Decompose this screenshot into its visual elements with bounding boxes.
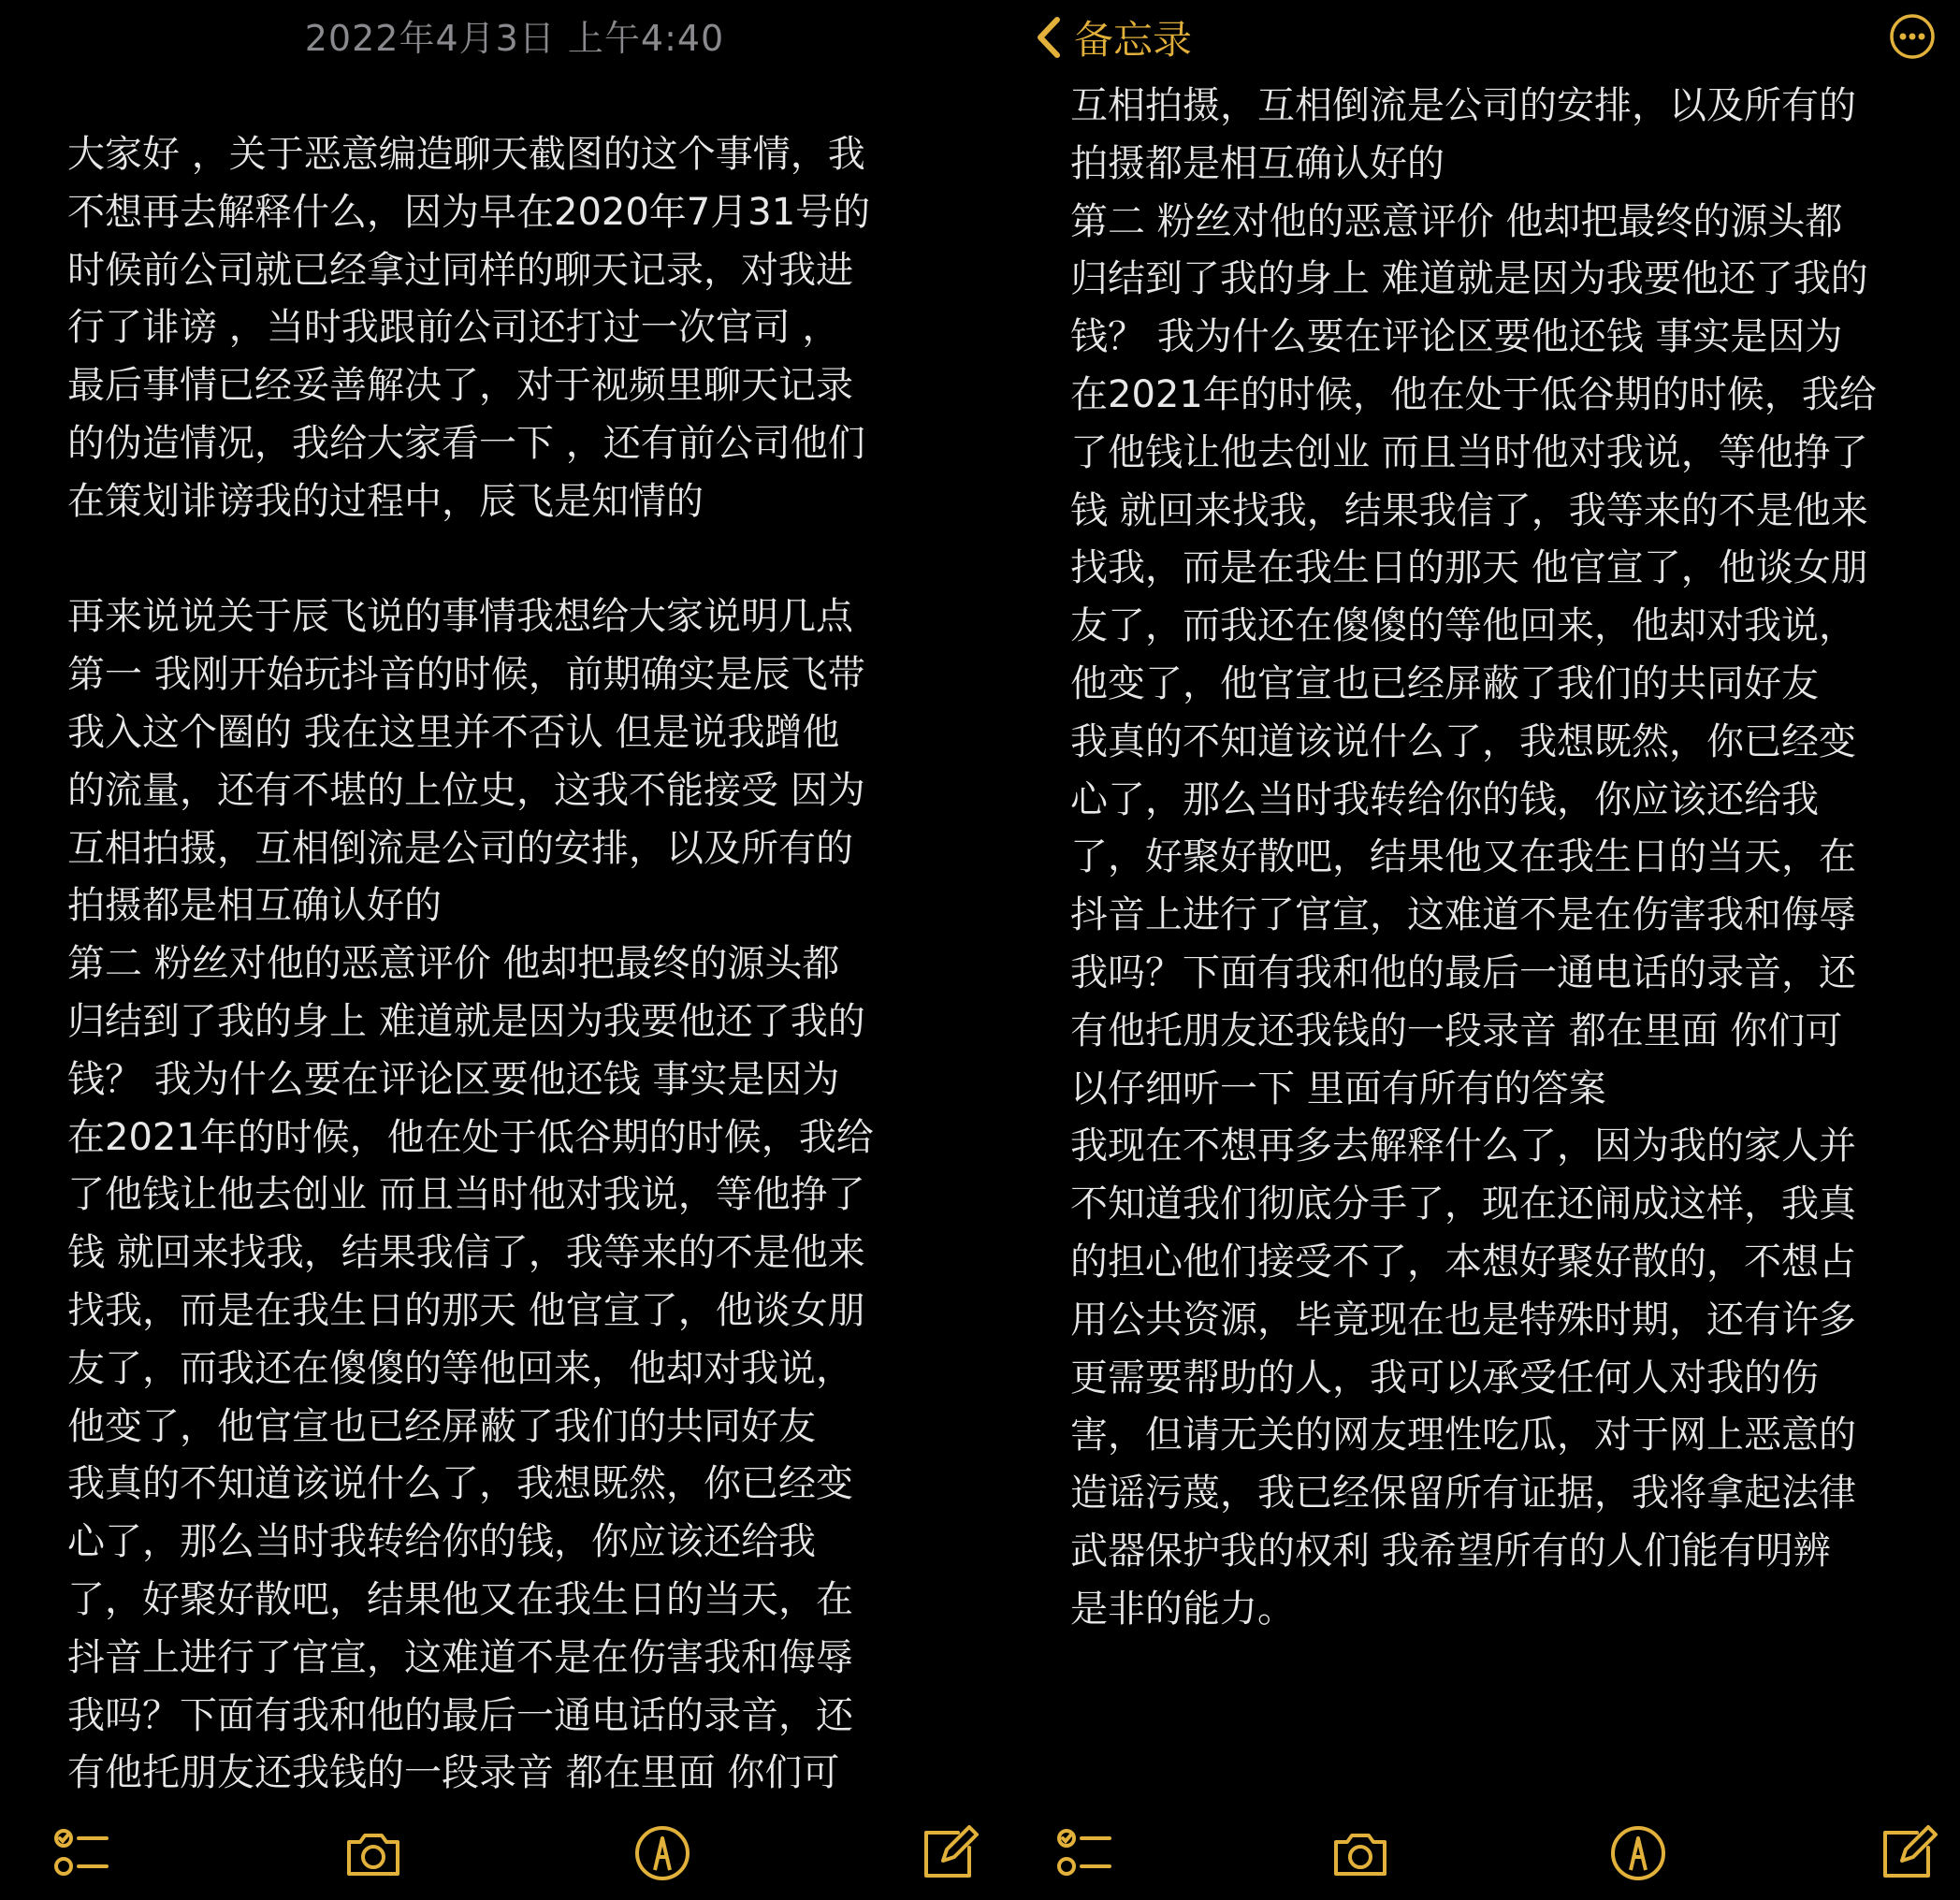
markup-icon[interactable] — [632, 1823, 692, 1883]
note-timestamp: 2022年4月3日 上午4:40 — [304, 18, 725, 59]
back-button[interactable] — [1031, 7, 1192, 67]
back-button-label: 备忘录 — [1074, 17, 1193, 63]
markup-icon[interactable] — [1608, 1823, 1668, 1883]
more-options-icon[interactable] — [1889, 13, 1936, 60]
note-body-text[interactable]: 大家好 ，关于恶意编造聊天截图的这个事情，我 不想再去解释什么，因为早在2020年7月31号的 时候前公司就已经拿过同样的聊天记录，对我进 行了诽谤 ，当时我跟前公司还打过一次官司 ， 最后事情已经妥善解决了，对于视频里聊天记录 的伪造情况，我给大家看一下 ，还有前公司他们 在策划诽谤我的过程中，辰飞是知情的 再来说说关于辰飞说的事情我想给大家说明几点 第一 我刚开始玩抖音的时候，前期确实是辰飞带 我入这个圈的 我在这里并不否认 但是说我蹭他 的流量，还有不堪的上位史，这我不能接受 因为 互相拍摄，互相倒流是公司的安排，以及所有的 拍摄都是相互确认好的 第二 粉丝对他的恶意评价 他却把最终的源头都 归结到了我的身上 难道就是因为我要他还了我的 钱？ 我为什么要在评论区要他还钱 事实是因为 在2021年的时候，他在处于低谷期的时候，我给 了他钱让他去创业 而且当时他对我说，等他挣了 钱 就回来找我，结果我信了，我等来的不是他来 找我，而是在我生日的那天 他官宣了，他谈女朋 友了，而我还在傻傻的等他回来，他却对我说， 他变了，他官宣也已经屏蔽了我们的共同好友 我真的不知道该说什么了，我想既然，你已经变 心了，那么当时我转给你的钱，你应该还给我 了，好聚好散吧，结果他又在我生日的当天，在 抖音上进行了官宣，这难道不是在伤害我和侮辱 我吗？下面有我和他的最后一通电话的录音，还 有他托朋友还我钱的一段录音 都在里面 你们可 — [67, 133, 874, 1795]
chevron-left-icon — [1031, 14, 1065, 61]
checklist-icon[interactable] — [52, 1823, 112, 1883]
compose-icon[interactable] — [919, 1823, 979, 1883]
bottom-toolbar — [0, 1797, 1003, 1900]
checklist-icon[interactable] — [1055, 1823, 1115, 1883]
note-body-text[interactable]: 互相拍摄，互相倒流是公司的安排，以及所有的 拍摄都是相互确认好的 第二 粉丝对他的恶意评价 他却把最终的源头都 归结到了我的身上 难道就是因为我要他还了我的 钱？ 我为什么要在评论区要他还钱 事实是因为 在2021年的时候，他在处于低谷期的时候，我给 了他钱让他去创业 而且当时他对我说，等他挣了 钱 就回来找我，结果我信了，我等来的不是他来 找我，而是在我生日的那天 他官宣了，他谈女朋 友了，而我还在傻傻的等他回来，他却对我说， 他变了，他官宣也已经屏蔽了我们的共同好友 我真的不知道该说什么了，我想既然，你已经变 心了，那么当时我转给你的钱，你应该还给我 了，好聚好散吧，结果他又在我生日的当天，在 抖音上进行了官宣，这难道不是在伤害我和侮辱 我吗？下面有我和他的最后一通电话的录音，还 有他托朋友还我钱的一段录音 都在里面 你们可 以仔细听一下 里面有所有的答案 我现在不想再多去解释什么了，因为我的家人并 不知道我们彻底分手了，现在还闹成这样，我真 的担心他们接受不了，本想好聚好散的，不想占 用公共资源，毕竟现在也是特殊时期，还有许多 更需要帮助的人，我可以承受任何人对我的伤 害，但请无关的网友理性吃瓜，对于网上恶意的 造谣污蔑，我已经保留所有证据，我将拿起法律 武器保护我的权利 我希望所有的人们能有明辨 是非的能力。 — [1070, 84, 1877, 1631]
note-panel-right — [1003, 0, 1960, 1900]
camera-icon[interactable] — [1330, 1823, 1390, 1883]
bottom-toolbar — [1003, 1797, 1960, 1900]
camera-icon[interactable] — [343, 1823, 403, 1883]
compose-icon[interactable] — [1878, 1823, 1938, 1883]
